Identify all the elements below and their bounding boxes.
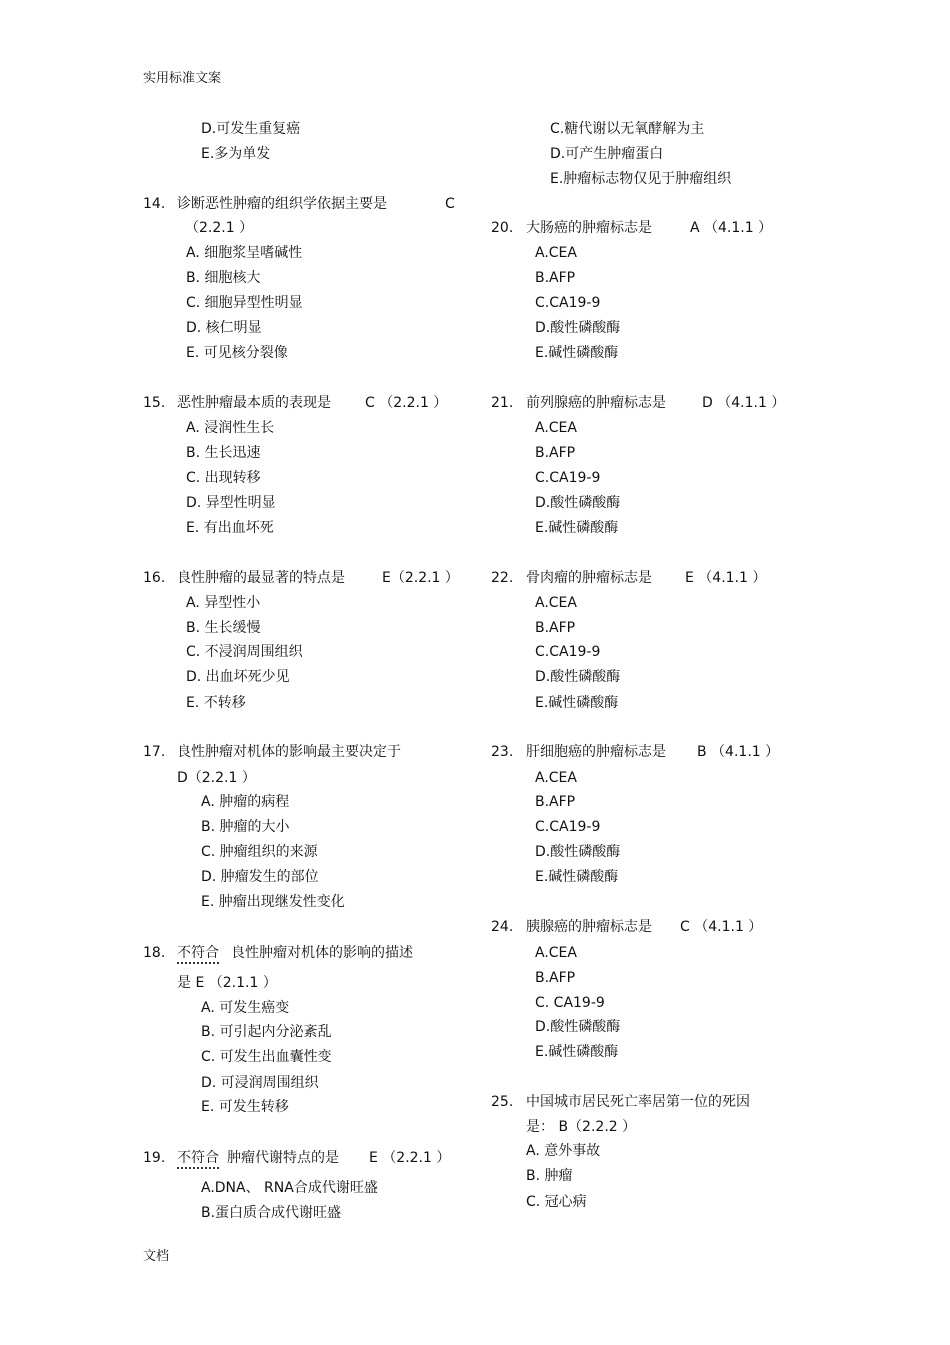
answer-and-code: E （2.2.1 ） — [369, 1150, 451, 1166]
page-footer: 文档 — [143, 1249, 170, 1264]
option-e: E. 肿瘤出现继发性变化 — [201, 894, 345, 910]
answer-and-code: D（2.2.1 ） — [177, 770, 256, 786]
option-c: C. 出现转移 — [186, 470, 261, 486]
question-stem: 骨肉瘤的肿瘤标志是 — [526, 570, 652, 586]
option-a: A.CEA — [535, 420, 577, 436]
option-d: D.酸性磷酸酶 — [535, 320, 621, 336]
option-b: B.AFP — [535, 620, 576, 636]
option-b: B. 生长缓慢 — [186, 620, 261, 636]
option-d: D. 可浸润周围组织 — [201, 1075, 319, 1091]
option-c: C. 细胞异型性明显 — [186, 295, 303, 311]
answer-and-code: A （4.1.1 ） — [690, 220, 773, 236]
question-stem: 肿瘤代谢特点的是 — [227, 1150, 339, 1166]
option-b: B. 可引起内分泌紊乱 — [201, 1024, 332, 1040]
answer-and-code: 是 E （2.1.1 ） — [177, 975, 277, 991]
question-number: 17. — [143, 744, 166, 760]
option-e: E. 不转移 — [186, 695, 246, 711]
question-stem: 大肠癌的肿瘤标志是 — [526, 220, 652, 236]
answer-and-code: E（2.2.1 ） — [382, 570, 459, 586]
question-stem: 中国城市居民死亡率居第一位的死因 — [526, 1094, 750, 1110]
option-text: D.可产生肿瘤蛋白 — [550, 146, 664, 162]
question-number: 20. — [491, 220, 514, 236]
option-e: E.碱性磷酸酶 — [535, 695, 619, 711]
option-c: C.CA19-9 — [535, 295, 601, 311]
question-stem: 胰腺癌的肿瘤标志是 — [526, 919, 652, 935]
question-number: 24. — [491, 919, 514, 935]
option-a: A. 浸润性生长 — [186, 420, 275, 436]
option-d: D.酸性磷酸酶 — [535, 844, 621, 860]
question-number: 22. — [491, 570, 514, 586]
option-b: B. 肿瘤的大小 — [201, 819, 290, 835]
question-stem: 恶性肿瘤最本质的表现是 — [177, 395, 331, 411]
question-stem: 诊断恶性肿瘤的组织学依据主要是 — [177, 196, 387, 212]
option-d: D. 出血坏死少见 — [186, 669, 290, 685]
answer-and-code: D （4.1.1 ） — [702, 395, 786, 411]
option-d: D. 核仁明显 — [186, 320, 262, 336]
question-number: 21. — [491, 395, 514, 411]
answer-and-code: C （2.2.1 ） — [365, 395, 448, 411]
option-e: E.碱性磷酸酶 — [535, 520, 619, 536]
option-e: E.碱性磷酸酶 — [535, 1044, 619, 1060]
option-d: D.酸性磷酸酶 — [535, 1019, 621, 1035]
option-a: A.CEA — [535, 770, 577, 786]
question-number: 25. — [491, 1094, 514, 1110]
option-a: A.DNA、 RNA合成代谢旺盛 — [201, 1180, 378, 1196]
question-stem: 良性肿瘤的最显著的特点是 — [177, 570, 345, 586]
option-c: C. 冠心病 — [526, 1194, 587, 1210]
option-b: B. 细胞核大 — [186, 270, 261, 286]
question-stem: 前列腺癌的肿瘤标志是 — [526, 395, 666, 411]
option-a: A. 肿瘤的病程 — [201, 794, 290, 810]
option-c: C.CA19-9 — [535, 644, 601, 660]
option-b: B.AFP — [535, 445, 576, 461]
option-b: B. 生长迅速 — [186, 445, 261, 461]
question-number: 16. — [143, 570, 166, 586]
option-b: B. 肿瘤 — [526, 1168, 573, 1184]
option-d: D. 异型性明显 — [186, 495, 276, 511]
option-a: A. 可发生癌变 — [201, 1000, 290, 1016]
emphasis-not-matching: 不符合 — [177, 944, 219, 964]
option-b: B.AFP — [535, 794, 576, 810]
option-c: C.CA19-9 — [535, 470, 601, 486]
option-a: A. 细胞浆呈嗜碱性 — [186, 245, 303, 261]
option-c: C.CA19-9 — [535, 819, 601, 835]
emphasis-not-matching: 不符合 — [177, 1149, 219, 1169]
question-number: 18. — [143, 945, 166, 961]
question-number: 14. — [143, 196, 166, 212]
option-text: E.多为单发 — [201, 146, 271, 162]
question-number: 19. — [143, 1150, 166, 1166]
option-d: D.酸性磷酸酶 — [535, 669, 621, 685]
option-a: A.CEA — [535, 945, 577, 961]
option-d: D. 肿瘤发生的部位 — [201, 869, 319, 885]
option-e: E.碱性磷酸酶 — [535, 869, 619, 885]
option-e: E. 有出血坏死 — [186, 520, 274, 536]
option-a: A. 意外事故 — [526, 1143, 601, 1159]
option-c: C. 不浸润周围组织 — [186, 644, 303, 660]
option-d: D.酸性磷酸酶 — [535, 495, 621, 511]
syllabus-code: （2.2.1 ） — [185, 220, 254, 236]
option-c: C. 可发生出血囊性变 — [201, 1049, 332, 1065]
option-c: C. 肿瘤组织的来源 — [201, 844, 318, 860]
option-b: B.AFP — [535, 970, 576, 986]
option-text: E.肿瘤标志物仅见于肿瘤组织 — [550, 171, 732, 187]
option-c: C. CA19-9 — [535, 995, 605, 1011]
question-stem: 良性肿瘤对机体的影响最主要决定于 — [177, 744, 401, 760]
option-a: A.CEA — [535, 245, 577, 261]
question-stem: 良性肿瘤对机体的影响的描述 — [231, 945, 413, 961]
option-text: C.糖代谢以无氧酵解为主 — [550, 121, 705, 137]
option-e: E. 可见核分裂像 — [186, 345, 288, 361]
answer-and-code: C （4.1.1 ） — [680, 919, 763, 935]
option-e: E. 可发生转移 — [201, 1099, 289, 1115]
page-header: 实用标准文案 — [143, 71, 222, 86]
option-b: B.蛋白质合成代谢旺盛 — [201, 1205, 342, 1221]
option-a: A. 异型性小 — [186, 595, 261, 611]
answer-and-code: B （4.1.1 ） — [697, 744, 780, 760]
answer-letter: C — [445, 196, 455, 212]
question-stem: 肝细胞癌的肿瘤标志是 — [526, 744, 666, 760]
answer-and-code: 是： B（2.2.2 ） — [526, 1119, 637, 1135]
option-text: D.可发生重复癌 — [201, 121, 301, 137]
question-number: 23. — [491, 744, 514, 760]
option-e: E.碱性磷酸酶 — [535, 345, 619, 361]
answer-and-code: E （4.1.1 ） — [685, 570, 767, 586]
question-number: 15. — [143, 395, 166, 411]
option-b: B.AFP — [535, 270, 576, 286]
option-a: A.CEA — [535, 595, 577, 611]
